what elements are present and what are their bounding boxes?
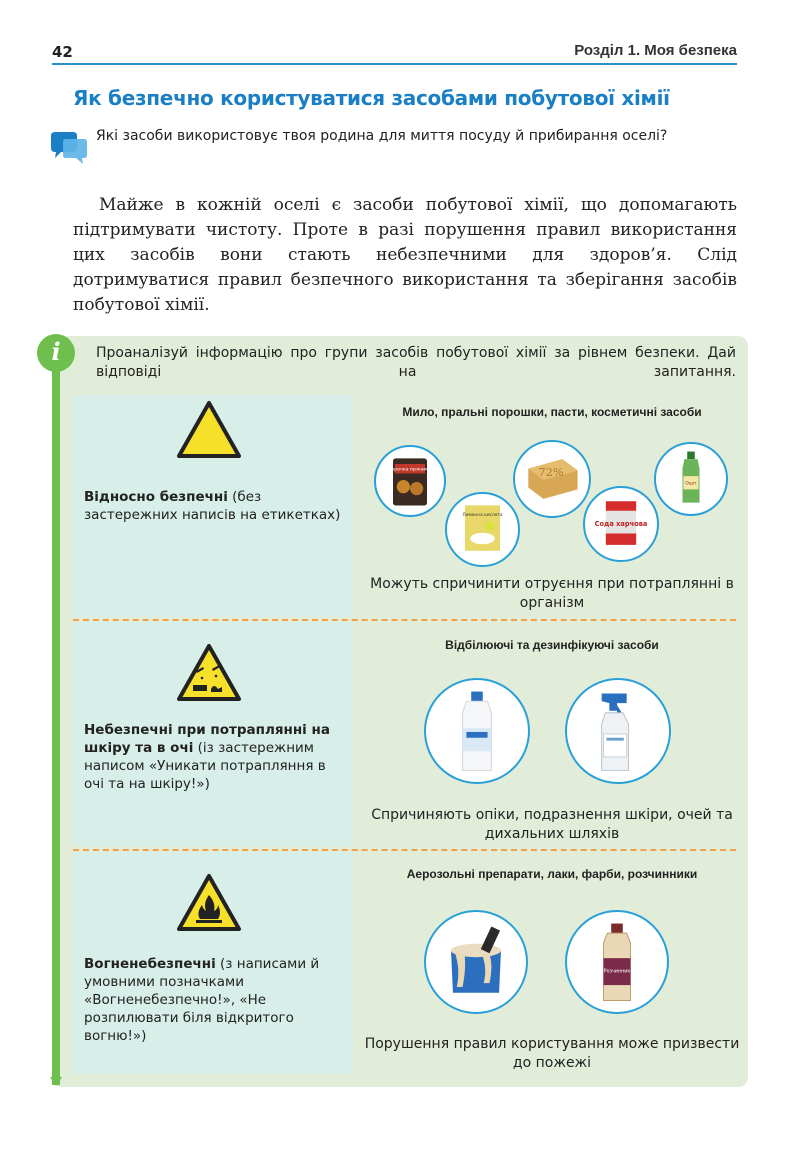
group-label-bold: Небезпечні при потраплянні на шкіру та в очі [84,722,330,756]
product-soap-bar-image [513,440,591,518]
soap-bar-label: 72% [538,465,564,480]
row-divider [73,849,736,851]
intro-paragraph: Майже в кожній оселі є засоби побутової хімії, що допомагають підтримувати чистоту. Проте в разі порушення правил використання цих засобів вони стають небезпечними для здоров’я. Слід дотримуватися правил безпечного використання та зберігання засобів побутової хімії. [73,195,737,315]
baking-soda-label: Сода харчова [594,519,648,528]
section-title: Розділ 1. Моя безпека [574,42,737,59]
group-label-rest: (з написами й умовними позначками «Вогненебезпечно!», «Не розпилювати біля відкритого вогню!») [84,956,320,1044]
flammable-warning-icon [176,873,242,933]
product-spray-bottle-image [565,678,671,784]
product-citric-acid-image [445,492,520,567]
row-divider [73,619,736,621]
page-number: 42 [52,43,73,61]
product-snack-bag-image [374,445,446,517]
group-heading-fire: Аерозольні препарати, лаки, фарби, розчинники [406,867,698,881]
group-caption-fire: Порушення правил користування може призвести до пожежі [364,1036,740,1071]
product-bottle-image [654,442,728,516]
page-title: Як безпечно користуватися засобами побутової хімії [73,86,670,110]
group-label-bold: Вогненебезпечні [84,956,216,972]
product-bleach-bottle-image [424,678,530,784]
corrosive-warning-icon [176,643,242,703]
product-baking-soda-image [583,486,659,562]
group-label-skin [84,721,344,793]
speech-bubbles-icon [49,130,89,168]
group-caption-safe: Можуть спричинити отруєння при потраплянні в організм [370,576,734,611]
group-label-bold: Відносно безпечні [84,489,228,505]
info-side-bar [52,350,60,1085]
product-paint-can-image [424,910,528,1014]
info-arrow-icon [50,1077,62,1086]
group-label-rest: (із застережним написом «Уникати потрапляння в очі та на шкіру!») [84,740,326,792]
solvent-label: Розчинник [603,969,631,975]
group-caption-skin: Спричиняють опіки, подразнення шкіри, очей та дихальних шляхів [371,807,733,842]
group-heading-safe: Мило, пральні порошки, пасти, косметичні засоби [402,405,702,419]
group-label-rest: (без застережних написів на етикетках) [84,489,341,523]
info-instruction: Проаналізуй інформацію про групи засобів побутової хімії за рівнем безпеки. Дай відповіді на запитання. [96,345,736,380]
group-heading-skin: Відбілюючі та дезинфікуючі засоби [445,638,659,652]
info-icon: i [37,334,75,372]
header-rule [52,63,737,65]
question-text: Які засоби використовує твоя родина для миття посуду й прибирання оселі? [96,128,668,144]
citric-acid-label: Лимонна кислота [462,512,503,518]
group-label-safe [84,488,344,524]
product-solvent-bottle-image [565,910,669,1014]
warning-triangle-icon [176,400,242,460]
bottle-label: Оцет [685,481,697,487]
snack-bag-label: Корочка пряників [387,467,433,473]
group-label-fire [84,955,344,1045]
